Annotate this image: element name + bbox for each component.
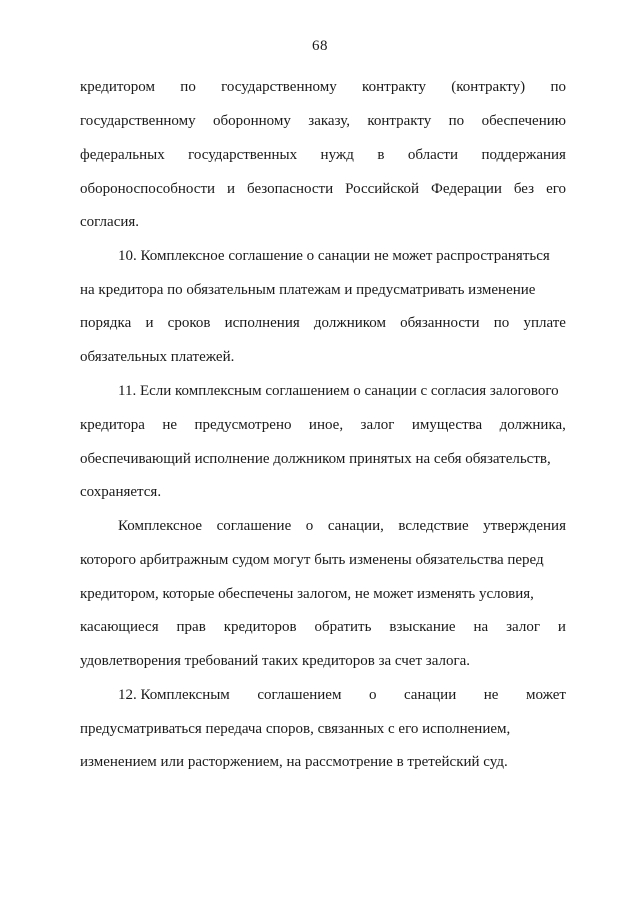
text-line — [80, 179, 566, 199]
text-line — [80, 313, 566, 333]
text-line: изменением или расторжением, на рассмотрение в третейский суд. — [80, 754, 508, 770]
word: контракту — [367, 113, 432, 129]
text-line — [118, 516, 566, 536]
word: по — [180, 79, 196, 95]
text-line — [80, 145, 566, 165]
word: имущества — [411, 417, 483, 433]
text-line: сохраняется. — [80, 484, 162, 500]
text-line: 10. Комплексное соглашение о санации не может распространяться — [118, 248, 550, 264]
word: кредитора — [80, 417, 145, 433]
word: должника, — [499, 417, 566, 433]
word: 12. Комплексным — [118, 687, 230, 703]
text-line — [118, 685, 566, 705]
text-line: согласия. — [80, 214, 140, 230]
word: заказу, — [308, 113, 350, 129]
word: без — [513, 181, 535, 197]
word: санации, — [327, 518, 384, 534]
word: контракту — [362, 79, 426, 95]
word: о — [368, 687, 377, 703]
word: Российской — [345, 181, 420, 197]
word: прав — [176, 619, 206, 635]
word: кредиторов — [223, 619, 297, 635]
word: оборонному — [212, 113, 291, 129]
word: федеральных — [80, 147, 165, 163]
word: может — [525, 687, 566, 703]
word: утверждения — [483, 518, 566, 534]
word: государственных — [188, 147, 298, 163]
word: взыскание — [389, 619, 456, 635]
word: нужд — [320, 147, 354, 163]
text-line: на кредитора по обязательным платежам и предусматривать изменение — [80, 282, 536, 298]
word: должником — [313, 315, 386, 331]
word: о — [305, 518, 314, 534]
word: кредитором — [80, 79, 155, 95]
word: на — [473, 619, 489, 635]
text-line — [80, 617, 566, 637]
word: порядка — [80, 315, 132, 331]
word: по — [448, 113, 465, 129]
text-line: обязательных платежей. — [80, 349, 235, 365]
word: залог — [360, 417, 395, 433]
word: залог — [506, 619, 540, 635]
word: и — [557, 619, 566, 635]
word: сроков — [167, 315, 211, 331]
word: обороноспособности — [80, 181, 216, 197]
word: исполнения — [224, 315, 300, 331]
word: обратить — [314, 619, 372, 635]
word: соглашением — [257, 687, 342, 703]
word: по — [550, 79, 566, 95]
word: (контракту) — [451, 79, 526, 95]
word: и — [145, 315, 154, 331]
word: Комплексное — [118, 518, 203, 534]
text-line: обеспечивающий исполнение должником принятых на себя обязательств, — [80, 451, 551, 467]
word: обязанности — [400, 315, 480, 331]
text-line — [80, 111, 566, 131]
word: по — [493, 315, 510, 331]
word: иное, — [308, 417, 344, 433]
word: его — [546, 181, 566, 197]
word: поддержания — [481, 147, 566, 163]
word: соглашение — [216, 518, 292, 534]
word: вследствие — [398, 518, 469, 534]
text-line: 11. Если комплексным соглашением о санации с согласия залогового — [118, 383, 559, 399]
word: государственному — [221, 79, 337, 95]
word: и — [227, 181, 236, 197]
word: предусмотрено — [194, 417, 292, 433]
text-line: кредитором, которые обеспечены залогом, не может изменять условия, — [80, 586, 534, 602]
text-line: предусматриваться передача споров, связанных с его исполнением, — [80, 721, 511, 737]
word: санации — [403, 687, 457, 703]
word: уплате — [523, 315, 566, 331]
word: не — [162, 417, 178, 433]
text-line: которого арбитражным судом могут быть изменены обязательства перед — [80, 552, 544, 568]
word: в — [377, 147, 385, 163]
word: безопасности — [247, 181, 334, 197]
text-line: удовлетворения требований таких кредиторов за счет залога. — [80, 653, 471, 669]
word: Федерации — [431, 181, 502, 197]
text-line — [80, 415, 566, 435]
word: обеспечению — [481, 113, 566, 129]
word: касающиеся — [80, 619, 159, 635]
word: области — [407, 147, 458, 163]
page-number: 68 — [312, 38, 328, 54]
text-line — [80, 77, 566, 97]
word: государственному — [80, 113, 196, 129]
word: не — [483, 687, 499, 703]
